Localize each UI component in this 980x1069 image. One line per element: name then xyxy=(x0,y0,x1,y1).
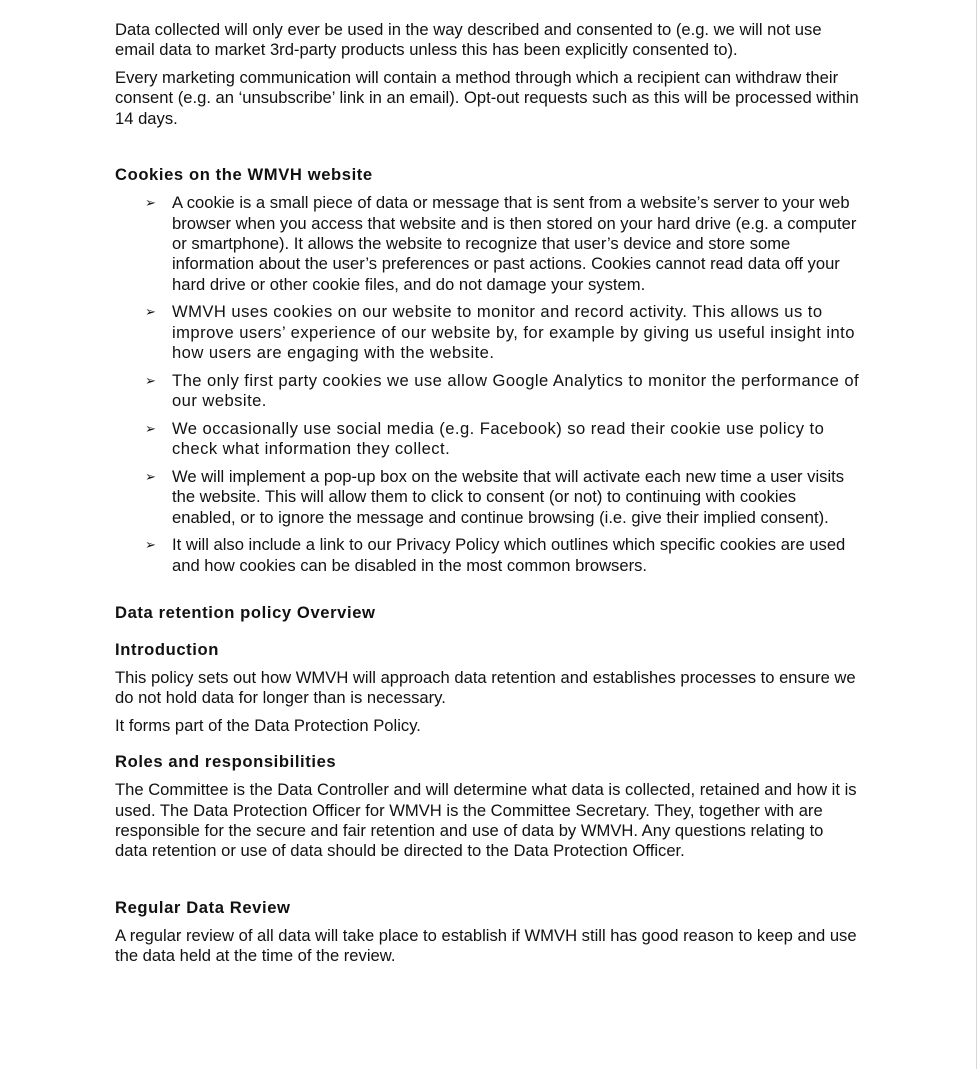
spacer xyxy=(115,136,860,165)
spacer xyxy=(115,631,860,640)
list-item xyxy=(115,302,860,363)
arrow-bullet-icon: ➢ xyxy=(145,304,157,320)
list-item xyxy=(115,371,860,412)
list-item-text: It will also include a link to our Privacy Policy which outlines which specific cookies are used and how cookies can be disabled in the most common browsers. xyxy=(172,535,846,575)
introduction-paragraph-part-of: It forms part of the Data Protection Policy. xyxy=(115,715,421,735)
spacer xyxy=(115,584,860,603)
list-item-text: We will implement a pop-up box on the website that will activate each new time a user visits the website. This will allow them to click to consent (or not) to continuing with cookies enabled, or to ignore the message and continue browsing (i.e. give their implied consent). xyxy=(172,467,845,527)
arrow-bullet-icon: ➢ xyxy=(145,420,157,436)
list-item-text: The only first party cookies we use allow Google Analytics to monitor the performance of our website. xyxy=(172,370,860,411)
list-item-text: A cookie is a small piece of data or message that is sent from a website’s server to your web browser when you access that website and is then stored on your hard drive (e.g. a computer or smartphone). It allows the website to recognize that user’s device and store some information about the user’s preferences or past actions. Cookies cannot read data off your hard drive or other cookie files, and do not damage your system. xyxy=(172,193,857,294)
roles-heading: Roles and responsibilities xyxy=(115,752,337,772)
roles-paragraph: The Committee is the Data Controller and will determine what data is collected, retained and how it is used. The Data Protection Officer for WMVH is the Committee Secretary. They, together with are responsible for the secure and fair retention and use of data by WMVH. Any questions relating to data retention or use of data should be directed to the Data Protection Officer. xyxy=(115,780,857,861)
regular-review-paragraph: A regular review of all data will take place to establish if WMVH still has good reason to keep and use the data held at the time of the review. xyxy=(115,926,857,966)
list-item xyxy=(115,419,860,460)
arrow-bullet-icon: ➢ xyxy=(145,537,156,553)
spacer xyxy=(115,743,860,752)
list-item xyxy=(115,467,860,528)
intro-paragraph-withdraw-consent: Every marketing communication will contain a method through which a recipient can withdraw their consent (e.g. an ‘unsubscribe’ link in an email). Opt-out requests such as this will be processed within 14 days. xyxy=(115,68,859,128)
retention-overview-heading: Data retention policy Overview xyxy=(115,602,376,622)
list-item-text: We occasionally use social media (e.g. Facebook) so read their cookie use policy to check what information they collect. xyxy=(172,418,825,459)
list-item xyxy=(115,193,860,294)
introduction-heading: Introduction xyxy=(115,639,219,659)
introduction-paragraph: This policy sets out how WMVH will approach data retention and establishes processes to ensure we do not hold data for longer than is necessary. xyxy=(115,667,856,707)
spacer xyxy=(115,869,860,898)
intro-paragraph-consent-use: Data collected will only ever be used in the way described and consented to (e.g. we will not use email data to market 3rd-party products unless this has been explicitly consented to). xyxy=(115,20,822,60)
arrow-bullet-icon: ➢ xyxy=(145,195,156,211)
arrow-bullet-icon: ➢ xyxy=(145,372,157,388)
document-body xyxy=(115,20,860,974)
list-item-text: WMVH uses cookies on our website to monitor and record activity. This allows us to improve users’ experience of our website by, for example by giving us useful insight into how users are engaging with the website. xyxy=(172,302,855,363)
list-item xyxy=(115,535,860,576)
cookies-bullet-list xyxy=(115,193,860,576)
arrow-bullet-icon: ➢ xyxy=(145,469,156,485)
cookies-heading: Cookies on the WMVH website xyxy=(115,165,373,185)
regular-review-heading: Regular Data Review xyxy=(115,898,291,918)
